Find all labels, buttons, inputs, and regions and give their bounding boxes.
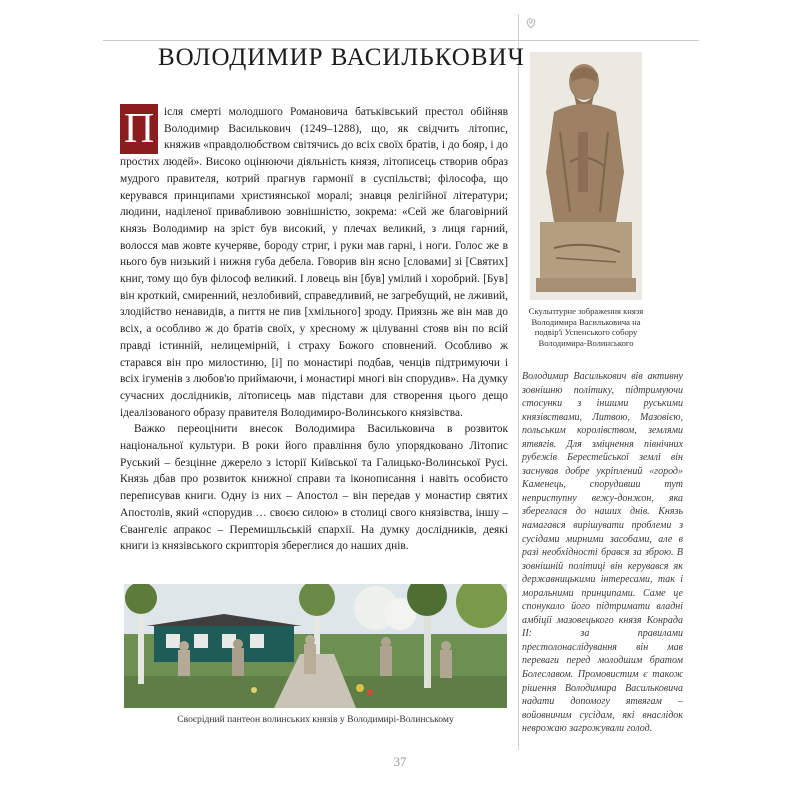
photo-caption: Своєрідний пантеон волинських князів у Володимирі-Волинському	[177, 714, 454, 725]
page-title: ВОЛОДИМИР ВАСИЛЬКОВИЧ	[158, 44, 525, 71]
paragraph-2: Важко переоцінити внесок Володимира Васильковича в розвиток національної культури. В роки його правління було упорядковано Літопис Руський – безцінне джерело з історії Київської та Галицько-Волинської Русі. Князь дбав про розвиток книжної справи та іконописання і навіть особисто переписував книги. Одну із них – Апостол – він передав у монастир святих Апостолів, який «спорудив … своєю силою» в столиці свого князівства, іншу – Євангеліє апракос – Перемишльській єпархії. На думку дослідників, деякі книги із князівського скрипторія збереглися до наших днів.	[120, 423, 508, 553]
column-divider	[518, 14, 519, 750]
page-number: 37	[393, 754, 407, 769]
paragraph-1-text: ісля смерті молодшого Романовича батьківський престол обійняв Володимир Василькович (1249–1288), що, як свідчить літопис, княжив «правдолюбством світячись до всіх своїх братів, і до бояр, і до простих людей». Високо оцінюючи діяльність князя, літописець створив образ мудрого правителя, котрий прагнув гармонії в суспільстві; філософа, що керувався принципами християнської моралі; знавця релігійної літератури; людини, наділеної привабливою зовнішністю, зокрема: «Сей же благовірний князь Володимир на зріст був високий, у плечах великий, з лиця гарний, волосся мав жовте кучеряве, бороду стриг, і руки мав гарні, і ноги. Голос же в нього був низький і нижня губа дебела. Говорив він ясно [словами] зі [Святих] книг, тому що був філософ великий. І ловець він [був] умілий і хоробрий. [Був] він кроткий, смиренний, незлобивий, справедливий, не загребущий, не лживий, злодійство ненавидів, а пиття не пив [хмільного] зроду. Приязнь же він мав до всіх, а особливо ж до братів своїх, у хресному ж цілуванні стояв він по всій правді істинній, нелицемірній, і страху Божого сповнений. Особливо ж старався він про милостиню, [і] по монастирі подбав, ченців підтримуючи і всіх ігуменів з любов'ю приймаючи, і монастирі многі він спорудив». На думку сучасних дослідників, літописець мав підстави для створення цього дещо ідеалізованого образу правителя Володимиро-Волинського князівства.	[120, 106, 508, 419]
statue-photo	[530, 52, 642, 300]
sidebar-text: Володимир Василькович вів активну зовнішню політику, підтримуючи стосунки з іншими руськими князівствами, Литвою, Мазовією, польським королівством, землями ятвягів. Для зміцнення північних рубежів Берестейської землі він заснував добре укріплений «город» Каменець, спорудивши тут неприступну вежу-донжон, яка збереглася до наших днів. Князь намагався вирішувати проблеми з сусідами мирними засобами, але в разі необхідності брався за зброю. В зовнішній політиці він керувався як державницькими інтересами, так і моральними принципами. Саме це спонукало його підтримати владні амбіції мазовецького князя Конрада ІІ: за правилами престолонаслідування він мав переваги перед молодшим братом Болеславом. Промовистим є також рішення Володимира Васильковича надати допомогу ятвягам – войовничим сусідам, які внаслідок неврожаю загрожували голод.	[522, 371, 683, 735]
main-text	[120, 104, 508, 555]
top-rule	[103, 40, 699, 41]
corner-ornament-icon	[523, 14, 539, 30]
statue-caption: Скульптурне зображення князя Володимира Васильковича на подвір'ї Успенського собору Володимира-Волинського	[528, 306, 644, 348]
drop-cap: П	[120, 104, 158, 154]
paragraph-1	[120, 104, 508, 421]
pantheon-photo	[124, 584, 507, 708]
